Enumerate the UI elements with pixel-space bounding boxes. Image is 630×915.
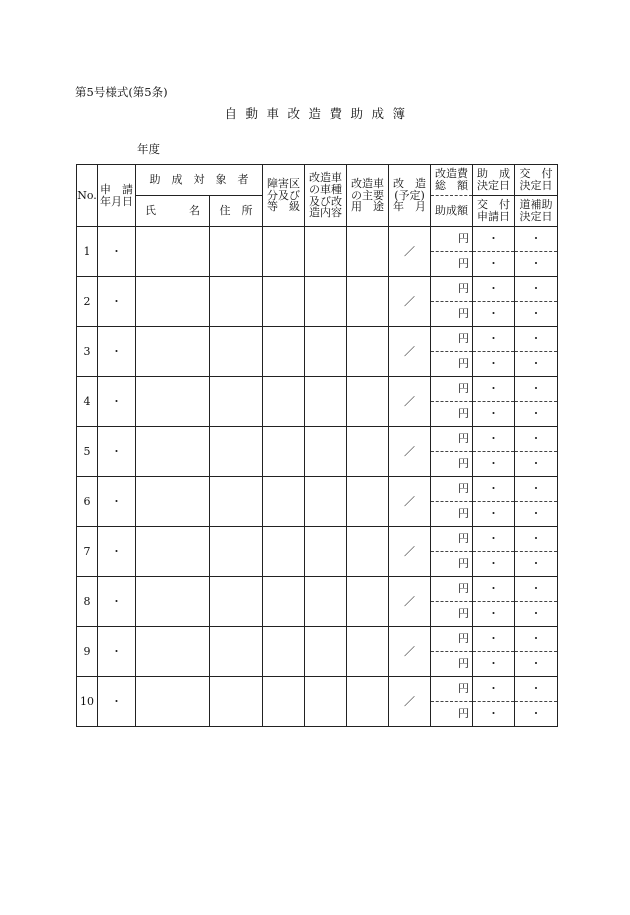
total-cost-cell[interactable]: 円	[431, 627, 473, 652]
header-apply-date	[98, 165, 136, 227]
header-apply-date-line1: 申 請	[100, 182, 133, 196]
address-cell[interactable]	[210, 577, 263, 627]
modify-date-cell[interactable]: ／	[389, 277, 431, 327]
row-number: 10	[77, 677, 98, 727]
address-cell[interactable]	[210, 427, 263, 477]
header-vehicle-line1: 改造車	[309, 171, 342, 185]
fiscal-year-label: 年度	[137, 142, 160, 156]
header-delivery-apply-date	[473, 196, 515, 227]
header-address: 住 所	[210, 196, 263, 227]
row-number: 7	[77, 527, 98, 577]
disability-class-cell[interactable]	[263, 277, 305, 327]
vehicle-type-cell[interactable]	[305, 627, 347, 677]
name-cell[interactable]	[136, 327, 210, 377]
header-delivery-apply-line2: 申請日	[477, 210, 510, 223]
vehicle-type-cell[interactable]	[305, 527, 347, 577]
road-subsidy-decision-date-cell[interactable]: ・	[515, 452, 558, 477]
row-number: 4	[77, 377, 98, 427]
main-use-cell[interactable]	[347, 277, 389, 327]
road-subsidy-decision-date-cell[interactable]: ・	[515, 402, 558, 427]
modify-date-cell[interactable]: ／	[389, 477, 431, 527]
modify-date-cell[interactable]: ／	[389, 427, 431, 477]
delivery-apply-date-cell[interactable]: ・	[473, 652, 515, 677]
decision-date-cell[interactable]: ・	[473, 227, 515, 252]
header-modify-date	[389, 165, 431, 227]
total-cost-cell[interactable]: 円	[431, 277, 473, 302]
vehicle-type-cell[interactable]	[305, 477, 347, 527]
header-road-subsidy-line1: 道補助	[519, 198, 553, 212]
header-delivery-decision-date	[515, 165, 558, 196]
grant-amount-cell[interactable]: 円	[431, 552, 473, 577]
header-vehicle-line3: 及び改	[309, 194, 342, 208]
total-cost-cell[interactable]: 円	[431, 577, 473, 602]
disability-class-cell[interactable]	[263, 627, 305, 677]
total-cost-cell[interactable]: 円	[431, 677, 473, 702]
address-cell[interactable]	[210, 677, 263, 727]
register-body	[77, 227, 558, 727]
main-use-cell[interactable]	[347, 227, 389, 277]
road-subsidy-decision-date-cell[interactable]: ・	[515, 302, 558, 327]
header-disability-class	[263, 165, 305, 227]
header-modify-line2: (予定)	[394, 188, 425, 202]
main-use-cell[interactable]	[347, 327, 389, 377]
header-decision-line1: 助 成	[477, 167, 510, 181]
header-decision-line2: 決定日	[477, 179, 510, 192]
document-title: 自動車改造費助成簿	[224, 106, 414, 121]
apply-date-cell[interactable]: ・	[98, 377, 136, 427]
row-number: 9	[77, 627, 98, 677]
header-modify-line3: 年 月	[393, 200, 426, 214]
header-main-use-line3: 用 途	[351, 200, 384, 214]
address-cell[interactable]	[210, 277, 263, 327]
grant-amount-cell[interactable]: 円	[431, 702, 473, 727]
delivery-decision-date-cell[interactable]: ・	[515, 477, 558, 502]
name-cell[interactable]	[136, 277, 210, 327]
header-disability-line3: 等 級	[267, 200, 300, 214]
header-apply-date-line2: 年月日	[100, 194, 133, 208]
table-row	[77, 327, 558, 352]
delivery-apply-date-cell[interactable]: ・	[473, 602, 515, 627]
grant-amount-cell[interactable]: 円	[431, 252, 473, 277]
apply-date-cell[interactable]: ・	[98, 427, 136, 477]
disability-class-cell[interactable]	[263, 577, 305, 627]
decision-date-cell[interactable]: ・	[473, 527, 515, 552]
road-subsidy-decision-date-cell[interactable]: ・	[515, 702, 558, 727]
grant-amount-cell[interactable]: 円	[431, 452, 473, 477]
grant-amount-cell[interactable]: 円	[431, 352, 473, 377]
delivery-apply-date-cell[interactable]: ・	[473, 702, 515, 727]
grant-amount-cell[interactable]: 円	[431, 502, 473, 527]
main-use-cell[interactable]	[347, 627, 389, 677]
name-cell[interactable]	[136, 227, 210, 277]
disability-class-cell[interactable]	[263, 227, 305, 277]
form-number: 第5号様式(第5条)	[75, 85, 168, 99]
header-disability-line2: 分及び	[267, 188, 300, 202]
disability-class-cell[interactable]	[263, 327, 305, 377]
header-road-subsidy-decision-date	[515, 196, 558, 227]
total-cost-cell[interactable]: 円	[431, 377, 473, 402]
vehicle-type-cell[interactable]	[305, 427, 347, 477]
row-number: 8	[77, 577, 98, 627]
grant-amount-cell[interactable]: 円	[431, 602, 473, 627]
table-row	[77, 277, 558, 302]
table-row	[77, 227, 558, 252]
main-use-cell[interactable]	[347, 427, 389, 477]
header-total-cost	[431, 165, 473, 196]
apply-date-cell[interactable]: ・	[98, 227, 136, 277]
vehicle-type-cell[interactable]	[305, 677, 347, 727]
name-cell[interactable]	[136, 477, 210, 527]
row-number: 2	[77, 277, 98, 327]
modify-date-cell[interactable]: ／	[389, 377, 431, 427]
table-row	[77, 377, 558, 402]
delivery-decision-date-cell[interactable]: ・	[515, 527, 558, 552]
header-main-use-line2: の主要	[351, 188, 384, 202]
apply-date-cell[interactable]: ・	[98, 677, 136, 727]
table-row	[77, 477, 558, 502]
header-vehicle-type	[305, 165, 347, 227]
header-vehicle-line4: 造内容	[309, 206, 342, 220]
row-number: 3	[77, 327, 98, 377]
apply-date-cell[interactable]: ・	[98, 277, 136, 327]
grant-amount-cell[interactable]: 円	[431, 302, 473, 327]
disability-class-cell[interactable]	[263, 677, 305, 727]
address-cell[interactable]	[210, 327, 263, 377]
decision-date-cell[interactable]: ・	[473, 577, 515, 602]
delivery-apply-date-cell[interactable]: ・	[473, 402, 515, 427]
table-row	[77, 427, 558, 452]
header-main-use	[347, 165, 389, 227]
disability-class-cell[interactable]	[263, 527, 305, 577]
header-name: 氏 名	[136, 196, 210, 227]
header-vehicle-line2: の車種	[309, 182, 342, 196]
delivery-apply-date-cell[interactable]: ・	[473, 452, 515, 477]
delivery-decision-date-cell[interactable]: ・	[515, 227, 558, 252]
disability-class-cell[interactable]	[263, 427, 305, 477]
delivery-apply-date-cell[interactable]: ・	[473, 502, 515, 527]
address-cell[interactable]	[210, 527, 263, 577]
address-cell[interactable]	[210, 227, 263, 277]
main-use-cell[interactable]	[347, 677, 389, 727]
header-delivery-decision-line2: 決定日	[519, 179, 553, 192]
name-cell[interactable]	[136, 677, 210, 727]
delivery-decision-date-cell[interactable]: ・	[515, 277, 558, 302]
disability-class-cell[interactable]	[263, 477, 305, 527]
road-subsidy-decision-date-cell[interactable]: ・	[515, 652, 558, 677]
delivery-decision-date-cell[interactable]: ・	[515, 327, 558, 352]
decision-date-cell[interactable]: ・	[473, 277, 515, 302]
apply-date-cell[interactable]: ・	[98, 577, 136, 627]
header-delivery-decision-line1: 交 付	[519, 167, 553, 181]
grant-amount-cell[interactable]: 円	[431, 652, 473, 677]
table-row	[77, 577, 558, 602]
header-modify-line1: 改 造	[393, 177, 426, 191]
name-cell[interactable]	[136, 427, 210, 477]
delivery-decision-date-cell[interactable]: ・	[515, 627, 558, 652]
grant-register-table	[76, 164, 558, 727]
main-use-cell[interactable]	[347, 477, 389, 527]
address-cell[interactable]	[210, 477, 263, 527]
header-grant-amount: 助成額	[431, 196, 473, 227]
name-cell[interactable]	[136, 577, 210, 627]
header-decision-date	[473, 165, 515, 196]
modify-date-cell[interactable]: ／	[389, 577, 431, 627]
total-cost-cell[interactable]: 円	[431, 327, 473, 352]
header-main-use-line1: 改造車	[351, 177, 384, 191]
row-number: 6	[77, 477, 98, 527]
disability-class-cell[interactable]	[263, 377, 305, 427]
modify-date-cell[interactable]: ／	[389, 627, 431, 677]
table-row	[77, 677, 558, 702]
road-subsidy-decision-date-cell[interactable]: ・	[515, 352, 558, 377]
main-use-cell[interactable]	[347, 377, 389, 427]
name-cell[interactable]	[136, 377, 210, 427]
table-row	[77, 527, 558, 552]
header-total-cost-line2: 総 額	[435, 179, 468, 192]
address-cell[interactable]	[210, 627, 263, 677]
row-number: 5	[77, 427, 98, 477]
delivery-apply-date-cell[interactable]: ・	[473, 252, 515, 277]
modify-date-cell[interactable]: ／	[389, 527, 431, 577]
delivery-decision-date-cell[interactable]: ・	[515, 577, 558, 602]
decision-date-cell[interactable]: ・	[473, 627, 515, 652]
decision-date-cell[interactable]: ・	[473, 427, 515, 452]
vehicle-type-cell[interactable]	[305, 377, 347, 427]
decision-date-cell[interactable]: ・	[473, 327, 515, 352]
road-subsidy-decision-date-cell[interactable]: ・	[515, 502, 558, 527]
vehicle-type-cell[interactable]	[305, 227, 347, 277]
road-subsidy-decision-date-cell[interactable]: ・	[515, 602, 558, 627]
total-cost-cell[interactable]: 円	[431, 227, 473, 252]
vehicle-type-cell[interactable]	[305, 277, 347, 327]
main-use-cell[interactable]	[347, 577, 389, 627]
delivery-decision-date-cell[interactable]: ・	[515, 677, 558, 702]
main-use-cell[interactable]	[347, 527, 389, 577]
table-row	[77, 627, 558, 652]
name-cell[interactable]	[136, 627, 210, 677]
header-total-cost-line1: 改造費	[435, 167, 468, 181]
address-cell[interactable]	[210, 377, 263, 427]
modify-date-cell[interactable]: ／	[389, 677, 431, 727]
decision-date-cell[interactable]: ・	[473, 677, 515, 702]
vehicle-type-cell[interactable]	[305, 327, 347, 377]
vehicle-type-cell[interactable]	[305, 577, 347, 627]
apply-date-cell[interactable]: ・	[98, 477, 136, 527]
modify-date-cell[interactable]: ／	[389, 227, 431, 277]
header-disability-line1: 障害区	[267, 177, 300, 191]
delivery-apply-date-cell[interactable]: ・	[473, 552, 515, 577]
row-number: 1	[77, 227, 98, 277]
road-subsidy-decision-date-cell[interactable]: ・	[515, 552, 558, 577]
name-cell[interactable]	[136, 527, 210, 577]
total-cost-cell[interactable]: 円	[431, 427, 473, 452]
apply-date-cell[interactable]: ・	[98, 627, 136, 677]
apply-date-cell[interactable]: ・	[98, 327, 136, 377]
road-subsidy-decision-date-cell[interactable]: ・	[515, 252, 558, 277]
decision-date-cell[interactable]: ・	[473, 377, 515, 402]
total-cost-cell[interactable]: 円	[431, 477, 473, 502]
decision-date-cell[interactable]: ・	[473, 477, 515, 502]
header-road-subsidy-line2: 決定日	[519, 210, 553, 223]
grant-amount-cell[interactable]: 円	[431, 402, 473, 427]
delivery-decision-date-cell[interactable]: ・	[515, 427, 558, 452]
apply-date-cell[interactable]: ・	[98, 527, 136, 577]
delivery-decision-date-cell[interactable]: ・	[515, 377, 558, 402]
total-cost-cell[interactable]: 円	[431, 527, 473, 552]
modify-date-cell[interactable]: ／	[389, 327, 431, 377]
header-delivery-apply-line1: 交 付	[477, 198, 510, 212]
delivery-apply-date-cell[interactable]: ・	[473, 302, 515, 327]
header-no: No.	[77, 165, 98, 227]
delivery-apply-date-cell[interactable]: ・	[473, 352, 515, 377]
header-target-person: 助 成 対 象 者	[136, 165, 263, 196]
